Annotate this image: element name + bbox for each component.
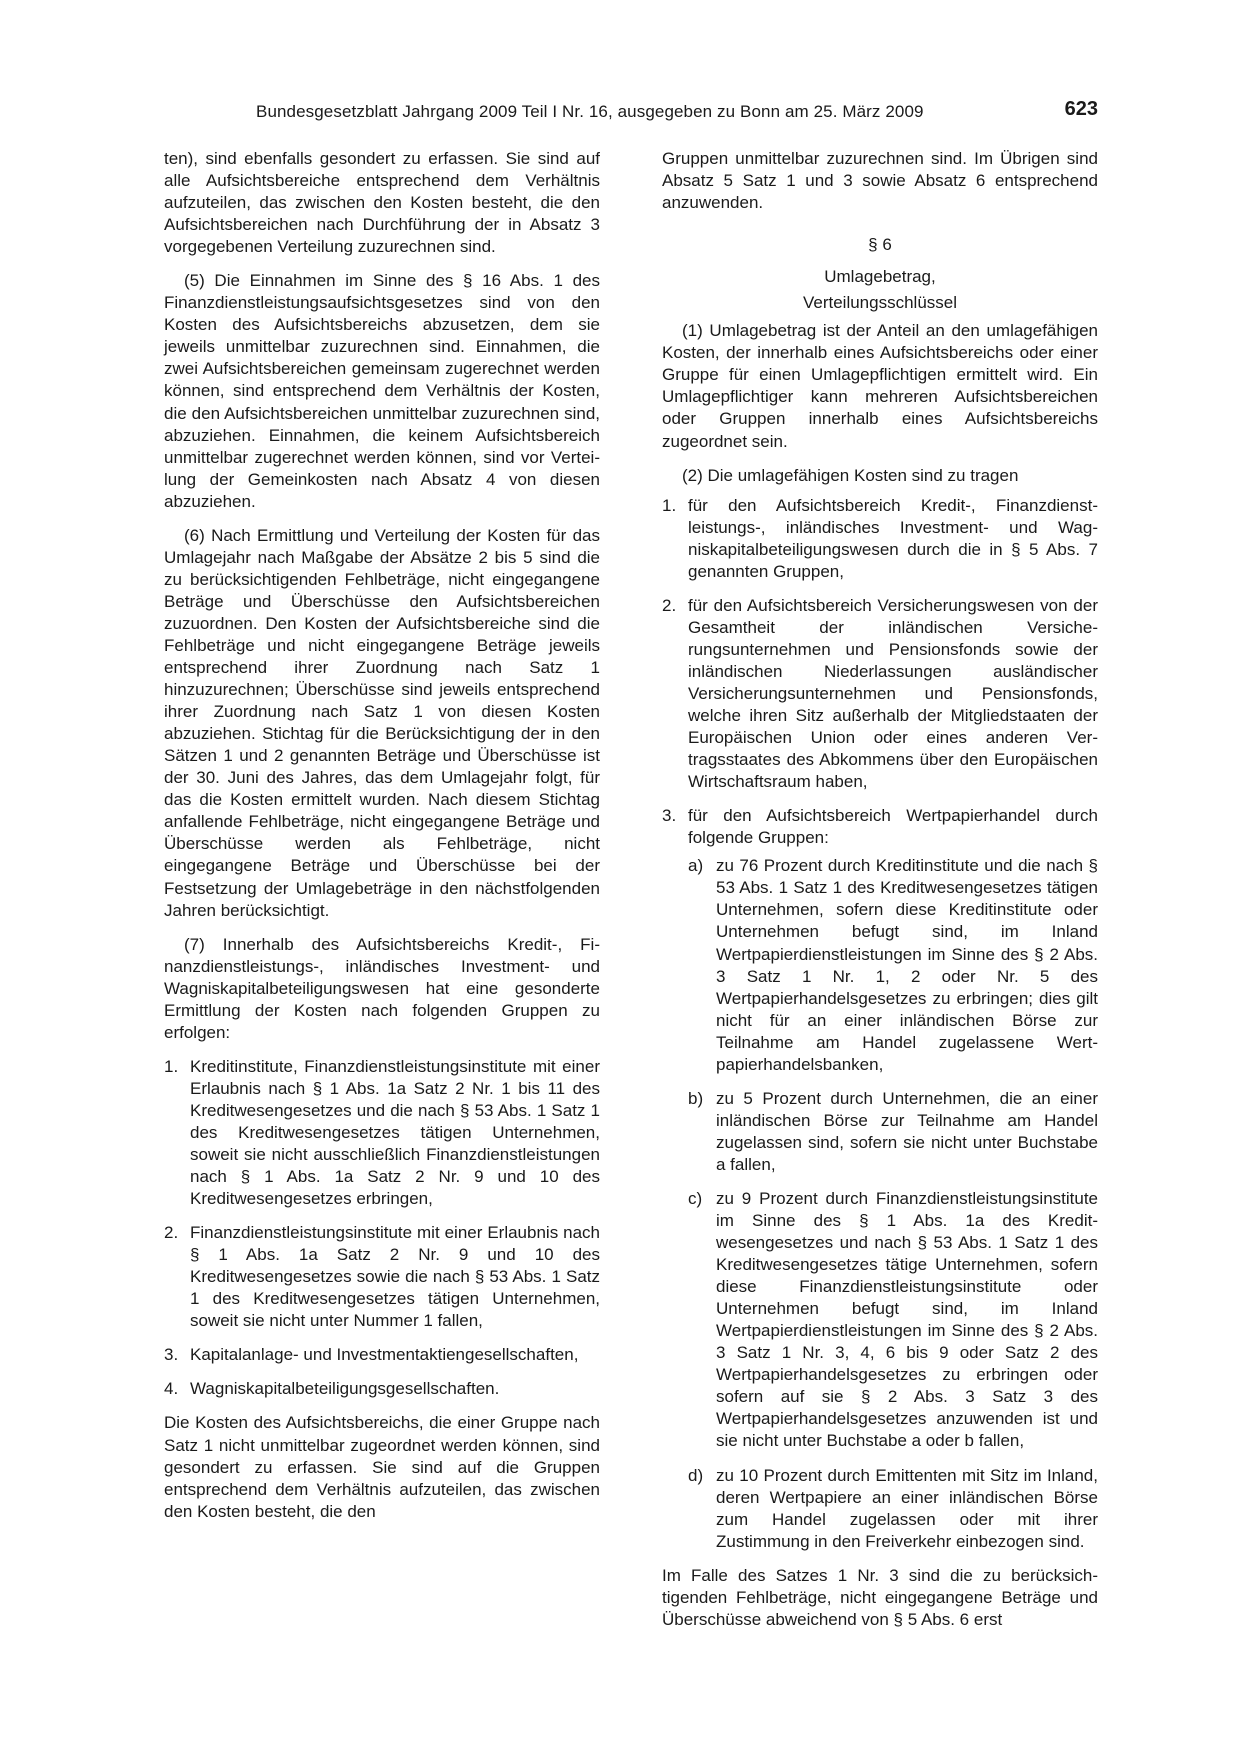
page-header	[164, 98, 1098, 128]
list-item	[164, 1222, 600, 1332]
list-item	[164, 1056, 600, 1210]
sub-list-item	[688, 855, 1098, 1075]
sub-list-item	[688, 1188, 1098, 1453]
list-number: 2.	[164, 1223, 179, 1243]
right-column	[662, 148, 1098, 1643]
section-heading-line-2: Verteilungsschlüssel	[802, 293, 958, 313]
section-number: § 6	[868, 235, 892, 255]
list-item	[164, 1344, 600, 1366]
page-number: 623	[1064, 98, 1098, 120]
list-number: 1.	[662, 495, 677, 515]
sub-list-letter: b)	[688, 1088, 704, 1108]
paragraph-5: (5) Die Einnahmen im Sinne des § 16 Abs. 1 des Finanzdienstleistungsaufsichtsgesetzes sind von den Kosten des Aufsichtsbereichs abzusetzen, dem sie jeweils unmittelbar zuzurechnen sind. Einnahmen, die zwei Aufsichtsbereichen gemeinsam zugerechnet werden können, sind entsprechend dem Verhältnis der Kosten, die den Aufsichtsbereichen unmittelbar zuzurechnen sind, abzuziehen. Einnahmen, die keinem Aufsichtsbereich unmittelbar zugerechnet werden können, sind vor Verteilung der Gemeinkosten nach Absatz 4 von diesen abzuziehen.	[164, 271, 600, 511]
list-number: 1.	[164, 1056, 179, 1076]
list-item	[662, 495, 1098, 583]
sub-list-text: zu 76 Prozent durch Kreditinstitute und die nach § 53 Abs. 1 Satz 1 des Kreditwesengesetzes tätigen Unternehmen, sofern diese Kreditinstitute oder Unternehmen befugt sind, im Inland Wertpapierdienstleistungen im Sinne des § 2 Abs. 3 Satz 1 Nr. 1, 2 oder Nr. 5 des Wertpapierhandelsgesetzes zu erbringen; dies gilt nicht für an einer inländischen Börse zur Teilnahme am Handel zugelassene Wertpapierhandelsbanken,	[716, 856, 1098, 1074]
paragraph: ten), sind ebenfalls gesondert zu erfassen. Sie sind auf alle Aufsichtsbereiche entsprechend dem Verhältnis aufzuteilen, das zwischen den Kosten besteht, die den Aufsichtsbereichen nach Durchführung der in Absatz 3 vorgegebenen Verteilung zuzurechnen sind.	[164, 149, 600, 257]
paragraph: Gruppen unmittelbar zuzurechnen sind. Im Übrigen sind Absatz 5 Satz 1 und 3 sowie Absatz 6 entsprechend anzuwenden.	[662, 149, 1098, 213]
list-text: Wagniskapitalbeteiligungsgesellschaften.	[190, 1379, 500, 1399]
header-title: Bundesgesetzblatt Jahrgang 2009 Teil I Nr. 16, ausgegeben zu Bonn am 25. März 2009	[256, 102, 924, 121]
paragraph-2: (2) Die umlagefähigen Kosten sind zu tragen	[682, 465, 1019, 485]
list-text: Kreditinstitute, Finanzdienstleistungsinstitute mit einer Erlaubnis nach § 1 Abs. 1a Satz 2 Nr. 1 bis 11 des Kreditwesengesetzes und die nach § 53 Abs. 1 Satz 1 des Kreditwesengesetzes tätigen Unternehmen, soweit sie nicht ausschließlich Finanzdienstleistungen nach § 1 Abs. 1a Satz 2 Nr. 9 und 10 des Kreditwesengesetzes erbringen,	[190, 1056, 600, 1209]
sub-list-text: zu 5 Prozent durch Unternehmen, die an einer inländischen Börse zur Teilnahme am Handel zugelassen sind, sofern sie nicht unter Buchstabe a fallen,	[716, 1088, 1098, 1174]
list-item	[662, 805, 1098, 1553]
list-item	[662, 595, 1098, 793]
sub-list-item	[688, 1465, 1098, 1553]
list-number: 3.	[662, 806, 677, 826]
sub-list-text: zu 9 Prozent durch Finanzdienstleistungsinstitute im Sinne des § 1 Abs. 1a des Kreditwesengesetzes und nach § 53 Abs. 1 Satz 1 des Kreditwesengesetzes tätige Unternehmen, sofern diese Finanzdienstleistungsinstitute oder Unternehmen befugt sind, im Inland Wertpapierdienstleistungen im Sinne des § 2 Abs. 3 Satz 1 Nr. 3, 4, 6 bis 9 oder Satz 2 des Wertpapierhandelsgesetzes zu erbringen oder sofern auf sie § 2 Abs. 3 Satz 3 des Wertpapierhandelsgesetzes anzuwenden ist und sie nicht unter Buchstabe a oder b fallen,	[716, 1188, 1098, 1451]
sub-list	[688, 855, 1098, 1552]
section-heading-line-1: Umlagebetrag,	[824, 267, 936, 287]
paragraph: Die Kosten des Aufsichtsbereichs, die einer Gruppe nach Satz 1 nicht unmittelbar zugeordnet werden können, sind gesondert zu erfassen. Sie sind auf die Gruppen entsprechend dem Verhältnis aufzuteilen, das zwischen den Kosten besteht, die den	[164, 1413, 600, 1521]
left-column	[164, 148, 600, 1535]
list-text: Kapitalanlage- und Investmentaktiengesellschaften,	[190, 1345, 579, 1365]
list-number: 4.	[164, 1379, 179, 1399]
paragraph-6: (6) Nach Ermittlung und Verteilung der Kosten für das Umlagejahr nach Maßgabe der Absätze 2 bis 5 sind die zu berücksichtigenden Fehlbeträge, nicht eingegangene Beträge und Überschüsse den Aufsichtsbereichen zuzuordnen. Den Kosten der Aufsichtsbereiche sind die Fehlbeträge und nicht eingegangene Beträge jeweils entsprechend ihrer Zuordnung nach Satz 1 hinzuzurechnen; Überschüsse sind jeweils entsprechend ihrer Zuordnung nach Satz 1 von diesen Kosten abzuziehen. Stichtag für die Berücksichtigung der in den Sätzen 1 und 2 genannten Beträge und Überschüsse ist der 30. Juni des Jahres, das dem Umlagejahr folgt, für das die Kosten ermittelt wurden. Nach diesem Stichtag anfallende Fehlbeträge, nicht eingegangene Beträge und Überschüsse werden als Fehlbeträge, nicht eingegangene Beträge und Überschüsse bei der Festsetzung der Umlagebeträge in den nächstfolgenden Jahren berücksichtigt.	[164, 525, 600, 920]
cost-list	[662, 495, 1098, 1553]
paragraph-7: (7) Innerhalb des Aufsichtsbereichs Kredit-, Finanzdienstleistungs-, inländisches Investment- und Wagniskapitalbeteiligungswesen hat eine gesonderte Ermittlung der Kosten nach folgenden Gruppen zu erfolgen:	[164, 934, 600, 1042]
sub-list-text: zu 10 Prozent durch Emittenten mit Sitz im Inland, deren Wertpapiere an einer inländischen Börse zum Handel zugelassen oder mit ihrer Zustimmung in den Freiverkehr einbezogen sind.	[716, 1465, 1098, 1551]
list-text: für den Aufsichtsbereich Wertpapierhandel durch folgende Gruppen:	[688, 806, 1098, 848]
sub-list-letter: c)	[688, 1188, 703, 1208]
paragraph: Im Falle des Satzes 1 Nr. 3 sind die zu berücksichtigenden Fehlbeträge, nicht eingegangene Beträge und Überschüsse abweichend von § 5 Abs. 6 erst	[662, 1565, 1098, 1629]
list-item	[164, 1378, 600, 1400]
paragraph-1: (1) Umlagebetrag ist der Anteil an den umlagefähigen Kosten, der innerhalb eines Aufsichtsbereichs oder einer Gruppe für einen Umlagepflichtigen ermittelt wird. Ein Umlagepflichtiger kann mehreren Aufsichtsbereichen oder Gruppen innerhalb eines Aufsichtsbereichs zugeordnet sein.	[662, 321, 1098, 451]
list-text: Finanzdienstleistungsinstitute mit einer Erlaubnis nach § 1 Abs. 1a Satz 2 Nr. 9 und 10 des Kreditwesengesetzes sowie die nach § 53 Abs. 1 Satz 1 des Kreditwesengesetzes tätigen Unternehmen, soweit sie nicht unter Nummer 1 fallen,	[190, 1223, 600, 1331]
sub-list-letter: a)	[688, 856, 704, 876]
sub-list-letter: d)	[688, 1465, 704, 1485]
group-list	[164, 1056, 600, 1401]
sub-list-item	[688, 1088, 1098, 1176]
list-number: 2.	[662, 595, 677, 615]
list-text: für den Aufsichtsbereich Versicherungswesen von der Gesamtheit der inländischen Versicherungsunternehmen und Pensionsfonds sowie der inländischen Niederlassungen ausländischer Versicherungsunternehmen und Pensionsfonds, welche ihren Sitz außerhalb der Mitgliedstaaten der Europäischen Union oder eines anderen Vertragsstaates des Abkommens über den Europäischen Wirtschaftsraum haben,	[688, 595, 1098, 792]
list-number: 3.	[164, 1345, 179, 1365]
list-text: für den Aufsichtsbereich Kredit-, Finanzdienstleistungs-, inländisches Investment- und Wagniskapitalbeteiligungswesen durch die in § 5 Abs. 7 genannten Gruppen,	[688, 495, 1098, 581]
